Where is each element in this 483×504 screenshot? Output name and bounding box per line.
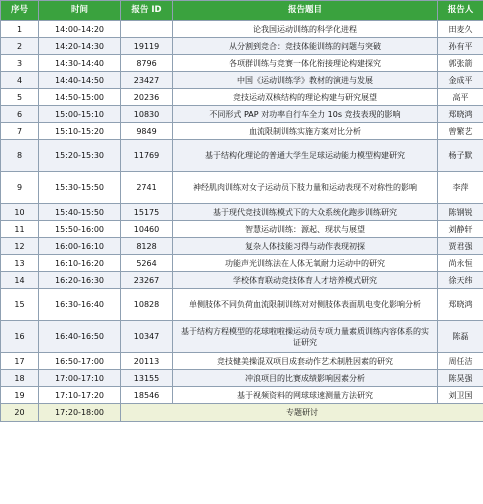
- cell-seq: 20: [1, 404, 39, 422]
- cell-report-id: 10828: [121, 289, 173, 321]
- cell-report-id: 20236: [121, 89, 173, 106]
- cell-time: 14:40-14:50: [39, 72, 121, 89]
- cell-reporter: 李萍: [438, 172, 483, 204]
- cell-title: 竞技运动双核结构的理论构建与研究展望: [173, 89, 438, 106]
- cell-seq: 2: [1, 38, 39, 55]
- cell-time: 16:50-17:00: [39, 353, 121, 370]
- table-row: [1, 140, 483, 172]
- cell-time: 15:00-15:10: [39, 106, 121, 123]
- cell-report-id: 19119: [121, 38, 173, 55]
- cell-seq: 9: [1, 172, 39, 204]
- cell-reporter: 高平: [438, 89, 483, 106]
- cell-reporter: 周任洁: [438, 353, 483, 370]
- cell-report-id: 18546: [121, 387, 173, 404]
- table-row: [1, 387, 483, 404]
- table-row-final: [1, 404, 483, 422]
- cell-seq: 18: [1, 370, 39, 387]
- cell-title: 复杂人体技能习得与动作表现初探: [173, 238, 438, 255]
- cell-time: 17:00-17:10: [39, 370, 121, 387]
- cell-report-id: 5264: [121, 255, 173, 272]
- cell-reporter: 金成平: [438, 72, 483, 89]
- cell-report-id: 8796: [121, 55, 173, 72]
- cell-reporter: 陈磊: [438, 321, 483, 353]
- cell-time: 17:10-17:20: [39, 387, 121, 404]
- table-row: [1, 21, 483, 38]
- cell-time: 16:00-16:10: [39, 238, 121, 255]
- cell-time: 15:10-15:20: [39, 123, 121, 140]
- cell-report-id: [121, 21, 173, 38]
- cell-title: 基于结构方程模型的花球啦啦操运动员专项力量素质训练内容体系的实证研究: [173, 321, 438, 353]
- header-row: [1, 1, 483, 21]
- cell-report-id: 23427: [121, 72, 173, 89]
- cell-reporter: 田麦久: [438, 21, 483, 38]
- cell-reporter: 曾繁艺: [438, 123, 483, 140]
- table-row: [1, 255, 483, 272]
- cell-title: 冲浪项目的比赛成绩影响因素分析: [173, 370, 438, 387]
- header-report-id: 报告 ID: [121, 1, 173, 21]
- table-row: [1, 106, 483, 123]
- table-row: [1, 123, 483, 140]
- cell-title: 基于结构化理论的普通大学生足球运动能力模型构建研究: [173, 140, 438, 172]
- header-reporter: 报告人: [438, 1, 483, 21]
- cell-time: 14:20-14:30: [39, 38, 121, 55]
- cell-title: 中国《运动训练学》教材的演进与发展: [173, 72, 438, 89]
- cell-title: 基于现代竞技训练模式下的大众系统化跑步训练研究: [173, 204, 438, 221]
- cell-session-label: 专题研讨: [121, 404, 483, 422]
- cell-reporter: 尚永恒: [438, 255, 483, 272]
- cell-reporter: 刘卫国: [438, 387, 483, 404]
- cell-title: 从分割到竞合：竞技体能训练的问题与突破: [173, 38, 438, 55]
- cell-report-id: 10830: [121, 106, 173, 123]
- cell-title: 单侧肢体不同负荷血流限制训练对对侧肢体表面肌电变化影响分析: [173, 289, 438, 321]
- table-row: [1, 72, 483, 89]
- cell-title: 论我国运动训练的科学化进程: [173, 21, 438, 38]
- cell-time: 15:50-16:00: [39, 221, 121, 238]
- cell-time: 14:00-14:20: [39, 21, 121, 38]
- cell-title: 基于视频资料的网球球速测量方法研究: [173, 387, 438, 404]
- cell-report-id: 10460: [121, 221, 173, 238]
- cell-time: 16:10-16:20: [39, 255, 121, 272]
- table-row: [1, 353, 483, 370]
- cell-title: 竞技健美操混双项目成套动作艺术制胜因素的研究: [173, 353, 438, 370]
- cell-reporter: 孙有平: [438, 38, 483, 55]
- cell-seq: 11: [1, 221, 39, 238]
- cell-time: 14:50-15:00: [39, 89, 121, 106]
- table-row: [1, 55, 483, 72]
- cell-seq: 5: [1, 89, 39, 106]
- cell-reporter: 杨子默: [438, 140, 483, 172]
- cell-title: 血流限制训练实施方案对比分析: [173, 123, 438, 140]
- cell-time: 16:30-16:40: [39, 289, 121, 321]
- cell-report-id: 15175: [121, 204, 173, 221]
- cell-time: 15:40-15:50: [39, 204, 121, 221]
- table-row: [1, 321, 483, 353]
- cell-reporter: 郭张箭: [438, 55, 483, 72]
- header-report-title: 报告题目: [173, 1, 438, 21]
- cell-title: 各项群训练与竞赛一体化衔接理论构建探究: [173, 55, 438, 72]
- table-row: [1, 38, 483, 55]
- table-row: [1, 272, 483, 289]
- cell-reporter: 陈钢锐: [438, 204, 483, 221]
- cell-seq: 14: [1, 272, 39, 289]
- cell-report-id: 23267: [121, 272, 173, 289]
- cell-seq: 7: [1, 123, 39, 140]
- cell-report-id: 20113: [121, 353, 173, 370]
- cell-seq: 13: [1, 255, 39, 272]
- cell-title: 不同形式 PAP 对功率自行车全力 10s 竞技表现的影响: [173, 106, 438, 123]
- table-row: [1, 89, 483, 106]
- cell-title: 学校体育联动竞技体育人才培养模式研究: [173, 272, 438, 289]
- cell-report-id: 2741: [121, 172, 173, 204]
- cell-seq: 16: [1, 321, 39, 353]
- cell-title: 神经肌肉训练对女子运动员下肢力量和运动表现不对称性的影响: [173, 172, 438, 204]
- cell-report-id: 13155: [121, 370, 173, 387]
- cell-report-id: 10347: [121, 321, 173, 353]
- cell-report-id: 11769: [121, 140, 173, 172]
- cell-title: 智慧运动训练：源起、现状与展望: [173, 221, 438, 238]
- table-row: [1, 370, 483, 387]
- table-row: [1, 289, 483, 321]
- cell-seq: 6: [1, 106, 39, 123]
- cell-seq: 17: [1, 353, 39, 370]
- cell-report-id: 8128: [121, 238, 173, 255]
- cell-time: 15:20-15:30: [39, 140, 121, 172]
- cell-time: 16:20-16:30: [39, 272, 121, 289]
- cell-reporter: 郑晓鸿: [438, 106, 483, 123]
- table-row: [1, 204, 483, 221]
- cell-reporter: 郑晓鸿: [438, 289, 483, 321]
- cell-report-id: 9849: [121, 123, 173, 140]
- header-time: 时间: [39, 1, 121, 21]
- cell-reporter: 陈昊强: [438, 370, 483, 387]
- header-seq: 序号: [1, 1, 39, 21]
- cell-time: 15:30-15:50: [39, 172, 121, 204]
- cell-seq: 8: [1, 140, 39, 172]
- cell-reporter: 刘静轩: [438, 221, 483, 238]
- table-row: [1, 221, 483, 238]
- cell-reporter: 徐天纬: [438, 272, 483, 289]
- cell-time: 16:40-16:50: [39, 321, 121, 353]
- cell-time: 17:20-18:00: [39, 404, 121, 422]
- cell-seq: 19: [1, 387, 39, 404]
- table-row: [1, 238, 483, 255]
- cell-seq: 15: [1, 289, 39, 321]
- cell-seq: 4: [1, 72, 39, 89]
- cell-seq: 10: [1, 204, 39, 221]
- cell-reporter: 贾君强: [438, 238, 483, 255]
- cell-seq: 12: [1, 238, 39, 255]
- cell-time: 14:30-14:40: [39, 55, 121, 72]
- cell-title: 功能声光训练法在人体无氧耐力运动中的研究: [173, 255, 438, 272]
- cell-seq: 1: [1, 21, 39, 38]
- table-row: [1, 172, 483, 204]
- cell-seq: 3: [1, 55, 39, 72]
